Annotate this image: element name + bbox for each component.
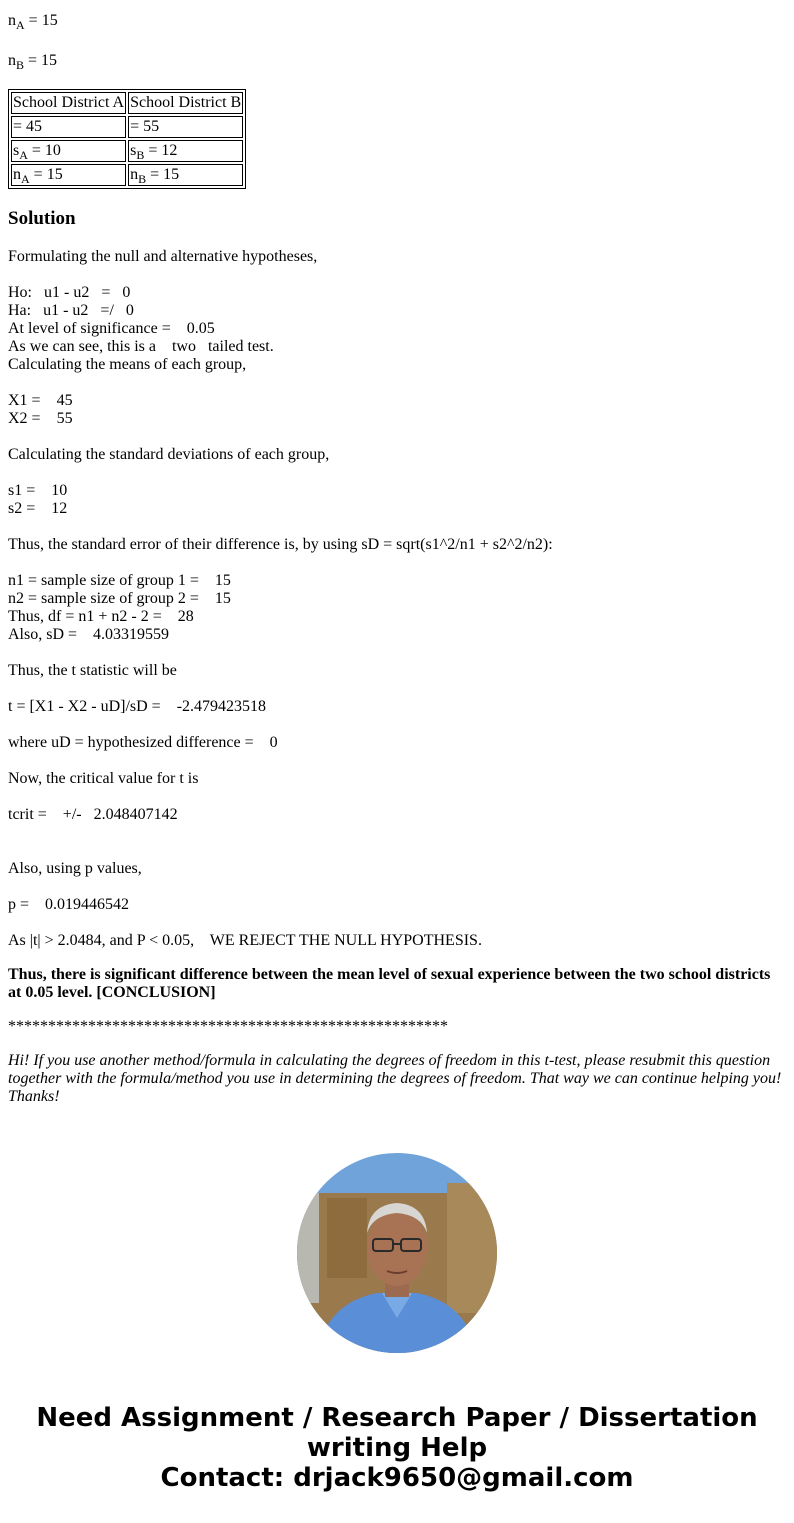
footer-line-1: Need Assignment / Research Paper / Dissertation writing Help: [36, 1403, 758, 1463]
sample-n1: n1 = sample size of group 1 = 15: [8, 572, 231, 589]
table-cell-sd-a: $s_A = 10$: [11, 140, 126, 162]
table-row-sd: [11, 140, 243, 162]
sample-size-a-line: $n_A = 15$: [8, 12, 58, 32]
hypotheses-block: [8, 284, 786, 374]
note: Hi! If you use another method/formula in calculating the degrees of freedom in this t-test, please resubmit this question together with the formula/method you use in determining the degrees of freedom. That way we can continue helping you! Thanks!: [8, 1052, 782, 1105]
sample-n2: n2 = sample size of group 2 = 15: [8, 590, 231, 607]
p-value: p = 0.019446542: [8, 896, 130, 913]
sd-s2: s2 = 12: [8, 500, 68, 517]
mean-x1: X1 = 45: [8, 392, 73, 409]
t-statistic: t = [X1 - X2 - uD]/sD = -2.479423518: [8, 698, 267, 715]
hypothesis-intro: Formulating the null and alternative hypotheses,: [8, 248, 318, 265]
table-header-a: School District A: [11, 92, 126, 114]
divider-stars: *******************************************************: [8, 1018, 448, 1035]
decision: As |t| > 2.0484, and P < 0.05, WE REJECT THE NULL HYPOTHESIS.: [8, 932, 482, 949]
test-tails: As we can see, this is a two tailed test.: [8, 338, 274, 355]
sd-intro: Calculating the standard deviations of each group,: [8, 446, 330, 463]
sd-block: [8, 482, 786, 518]
sample-size-b-line: $n_B = 15$: [8, 52, 58, 72]
alt-hypothesis: Ha: u1 - u2 =/ 0: [8, 302, 134, 319]
table-header-row: [11, 92, 243, 114]
footer-contact: Contact: drjack9650@gmail.com: [160, 1463, 634, 1493]
solution-heading: Solution: [8, 208, 76, 229]
table-cell-sd-b: $s_B = 12$: [128, 140, 243, 162]
table-cell-mean-b: = 55: [128, 116, 243, 138]
mean-x2: X2 = 55: [8, 410, 73, 427]
t-critical: tcrit = +/- 2.048407142: [8, 806, 178, 823]
se-intro: Thus, the standard error of their difference is, by using sD = sqrt(s1^2/n1 + s2^2/n2):: [8, 536, 553, 553]
table-cell-n-a: $n_A = 15$: [11, 164, 126, 186]
table-cell-n-b: $n_B = 15$: [128, 164, 243, 186]
hypothesized-difference: where uD = hypothesized difference = 0: [8, 734, 278, 751]
degrees-of-freedom: Thus, df = n1 + n2 - 2 = 28: [8, 608, 194, 625]
means-block: [8, 392, 786, 428]
summary-table: [8, 89, 246, 189]
means-intro: Calculating the means of each group,: [8, 356, 247, 373]
table-header-b: School District B: [128, 92, 243, 114]
conclusion: Thus, there is significant difference between the mean level of sexual experience between the two school districts at 0.05 level. [CONCLUSION]: [8, 966, 771, 1001]
t-intro: Thus, the t statistic will be: [8, 662, 177, 679]
significance-level: At level of significance = 0.05: [8, 320, 215, 337]
critical-intro: Now, the critical value for t is: [8, 770, 199, 787]
standard-error: Also, sD = 4.03319559: [8, 626, 170, 643]
author-photo: [297, 1153, 497, 1353]
table-row-n: [11, 164, 243, 186]
null-hypothesis: Ho: u1 - u2 = 0: [8, 284, 131, 301]
table-cell-mean-a: = 45: [11, 116, 126, 138]
p-intro: Also, using p values,: [8, 860, 142, 877]
sd-s1: s1 = 10: [8, 482, 68, 499]
sample-block: [8, 572, 786, 644]
table-row-mean: [11, 116, 243, 138]
footer-banner: [0, 1403, 794, 1493]
